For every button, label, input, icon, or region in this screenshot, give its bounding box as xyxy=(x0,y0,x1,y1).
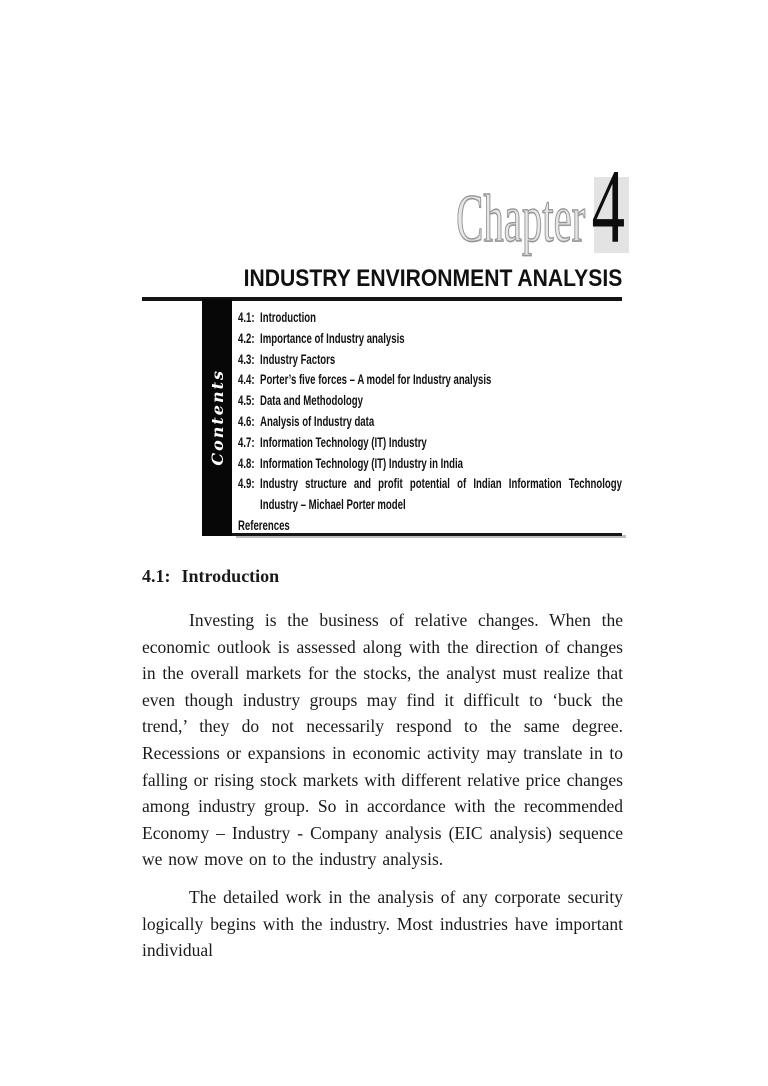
contents-item-number: 4.2: xyxy=(238,330,255,346)
contents-item-number: 4.5: xyxy=(238,393,255,409)
contents-label: Contents xyxy=(207,369,227,466)
contents-item-number: 4.1: xyxy=(238,310,255,325)
section-heading-number: 4.1: xyxy=(142,566,171,586)
chapter-word: Chapter xyxy=(455,180,585,256)
contents-item-text: Industry Factors xyxy=(260,351,336,367)
contents-item-text: Information Technology (IT) Industry xyxy=(260,434,427,450)
chapter-number: 4 xyxy=(591,148,625,265)
contents-item-continuation xyxy=(238,495,622,516)
section-body xyxy=(142,566,623,975)
contents-item-number: 4.9: xyxy=(238,476,255,492)
contents-item xyxy=(238,454,622,475)
contents-item-text: Information Technology (IT) Industry in India xyxy=(260,455,464,471)
contents-list xyxy=(238,308,622,537)
body-paragraph-1: Investing is the business of relative changes. When the economic outlook is assessed along with the direction of changes in the overall markets for the stocks, the analyst must realize that even though industry groups may find it difficult to ‘buck the trend,’ they do not necessarily respond to the same degree. Recessions or expansions in economic activity may translate in to falling or rising stock markets with different relative price changes among industry group. So in accordance with the recommended Economy – Industry - Company analysis (EIC analysis) sequence we now move on to the industry analysis. xyxy=(142,610,623,870)
contents-item-number: 4.6: xyxy=(238,413,255,429)
contents-item-text: Industry – Michael Porter model xyxy=(260,497,406,513)
section-heading xyxy=(142,566,623,587)
contents-item-text: Importance of Industry analysis xyxy=(260,330,405,346)
contents-item-number: 4.3: xyxy=(238,351,255,367)
contents-item-text: Analysis of Industry data xyxy=(260,413,375,429)
contents-item-text: References xyxy=(238,517,290,533)
contents-item-text: Porter’s five forces – A model for Industry analysis xyxy=(260,372,492,388)
contents-item-number: 4.8: xyxy=(238,455,255,471)
contents-spine xyxy=(202,299,232,536)
contents-item xyxy=(238,412,622,433)
contents-item xyxy=(238,350,622,371)
contents-bottom-rule xyxy=(232,533,622,536)
contents-item-text: Industry structure and profit potential of Indian Information Technology xyxy=(260,476,622,492)
contents-item-text: Introduction xyxy=(260,310,317,325)
contents-item-text: Data and Methodology xyxy=(260,393,363,409)
contents-item xyxy=(238,308,622,329)
contents-item xyxy=(238,370,622,391)
contents-item xyxy=(238,329,622,350)
contents-item xyxy=(238,391,622,412)
contents-item-number: 4.7: xyxy=(238,434,255,450)
page-title: INDUSTRY ENVIRONMENT ANALYSIS xyxy=(243,265,622,292)
body-paragraph-2: The detailed work in the analysis of any corporate security logically begins with the industry. Most industries have important individual xyxy=(142,886,623,961)
contents-item xyxy=(238,474,622,495)
contents-item xyxy=(238,433,622,454)
contents-item-number: 4.4: xyxy=(238,372,255,388)
section-heading-text: Introduction xyxy=(181,566,280,586)
